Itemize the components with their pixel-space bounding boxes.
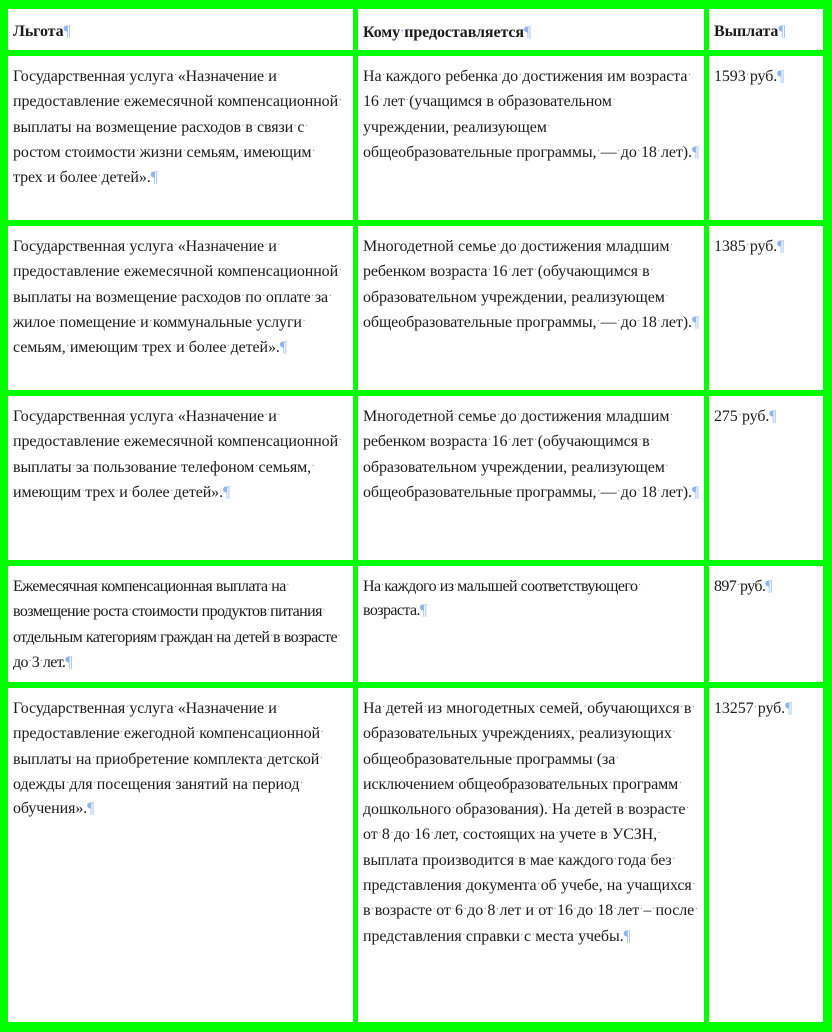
space-mark: · (120, 265, 124, 277)
space-mark: · (548, 803, 552, 815)
space-mark: · (454, 777, 458, 789)
row-2-payment-text: 1385·руб.¶ (714, 238, 785, 255)
space-mark: · (426, 265, 430, 277)
header-benefit[interactable] (8, 9, 353, 50)
header-benefit-text: Льгота¶ (13, 23, 71, 40)
paragraph-mark-icon: ¶ (691, 313, 700, 331)
space-mark: · (120, 95, 124, 107)
row-2-benefit-text: Государственная·услуга·«Назначение·и·предоставление·ежемесячной·компенсационной·выплаты·на·возмещение·расходов·по·оплате·за·жилое·помещение·и·коммунальные·услуги·семьям,·имеющим·трех·и·более·детей».¶ (13, 238, 342, 357)
space-mark: · (379, 95, 383, 107)
space-mark: · (400, 26, 404, 37)
space-mark: · (518, 70, 522, 81)
space-mark: · (149, 315, 153, 327)
space-mark: · (268, 580, 271, 591)
row-5-benefit-text: Государственная·услуга·«Назначение·и·предоставление·ежегодной·компенсационной·выплаты·на·приобретение·комплекта·детской·одежды·для·посещения·занятий·на·период·обучения».¶ (13, 700, 324, 818)
space-mark: · (226, 341, 231, 353)
space-mark: · (89, 605, 93, 617)
space-mark: · (195, 727, 199, 739)
space-mark: · (97, 171, 101, 183)
space-mark: · (228, 777, 232, 789)
space-mark: · (138, 341, 142, 353)
space-mark: · (650, 435, 654, 447)
space-mark: · (302, 315, 306, 327)
space-mark: · (657, 315, 661, 327)
space-mark: · (533, 435, 538, 447)
row-3-recipient-text: Многодетной·семье·до·достижения·младшим·ребенком·возраста·16·лет·(обучающимся·в·образовательном·учреждении,·реализующем·общеобразовательные·программы,·—·до·18·лет).¶ (363, 408, 700, 501)
space-mark: · (672, 853, 676, 865)
space-mark: · (692, 879, 696, 891)
space-mark: · (637, 145, 641, 157)
space-mark: · (380, 580, 384, 591)
space-mark: · (277, 240, 281, 251)
space-mark: · (82, 630, 86, 642)
space-mark: · (328, 290, 332, 302)
space-mark: · (453, 580, 457, 591)
space-mark: · (252, 315, 256, 327)
space-mark: · (512, 485, 516, 497)
space-mark: · (665, 460, 669, 472)
space-mark: · (617, 145, 621, 157)
row-4-benefit-cell[interactable] (8, 566, 353, 682)
space-mark: · (304, 120, 309, 132)
space-mark: · (280, 630, 284, 642)
space-mark: · (596, 145, 601, 157)
space-mark: · (638, 265, 642, 277)
space-mark: · (381, 702, 386, 713)
space-mark: · (687, 70, 692, 81)
space-mark: · (39, 655, 43, 667)
space-mark: · (241, 290, 245, 302)
header-payment[interactable] (709, 9, 823, 50)
space-mark: · (657, 145, 661, 157)
paragraph-mark-icon: ¶ (419, 602, 427, 620)
paragraph-mark-icon: ¶ (63, 23, 71, 40)
space-mark: · (370, 904, 375, 916)
space-mark: · (691, 702, 696, 713)
space-mark: · (264, 702, 268, 713)
paragraph-mark-icon: ¶ (87, 800, 95, 818)
space-mark: · (615, 752, 619, 764)
space-mark: · (554, 853, 558, 865)
row-3-payment-cell[interactable] (709, 396, 823, 560)
space-mark: · (617, 485, 621, 497)
row-1-payment-text: 1593·руб.¶ (714, 68, 785, 85)
space-mark: · (613, 904, 617, 916)
space-mark: · (189, 752, 193, 764)
space-mark: · (665, 290, 669, 302)
space-mark: · (299, 777, 304, 789)
space-mark: · (120, 435, 124, 447)
space-mark: · (311, 460, 315, 472)
space-mark: · (535, 828, 540, 840)
space-mark: · (449, 120, 453, 132)
space-mark: · (512, 752, 516, 764)
space-mark: · (72, 752, 76, 764)
row-4-recipient-text: На·каждого·из·малышей·соответствующего·возраста.¶ (363, 578, 641, 620)
row-4-recipient-cell[interactable] (358, 566, 704, 682)
space-mark: · (512, 145, 516, 157)
row-5-recipient-text: На·детей·из·многодетных·семей,·обучающихся·в·образовательных·учреждениях,·реализующих·общеобразовательные·программы·(за·исключением·общеобразовательных·программ·дошкольного·образования).·На·детей·в·возрасте·от·8·до·16·лет,·состоящих·на·учете·в·УСЗН,·выплата·производится·в·мае·каждого·года·без·представления·документа·об·учебе,·на·учащихся·в·возрасте·от·6·до·8·лет·и·от·16·до·18·лет·–·после·представления·справки·с·места·учебы.¶ (363, 700, 698, 945)
space-mark: · (496, 410, 501, 421)
space-mark: · (608, 828, 612, 840)
space-mark: · (612, 95, 616, 107)
space-mark: · (264, 70, 268, 81)
space-mark: · (517, 580, 521, 591)
space-mark: · (172, 341, 176, 353)
space-mark: · (277, 70, 281, 81)
space-mark: · (487, 435, 492, 447)
space-mark: · (596, 315, 601, 327)
space-mark: · (286, 580, 289, 591)
header-payment-text: Выплата¶ (714, 23, 786, 40)
space-mark: · (61, 145, 65, 157)
space-mark: · (462, 929, 466, 941)
space-mark: · (378, 828, 382, 840)
row-4-payment-cell[interactable] (709, 566, 823, 682)
space-mark: · (436, 580, 440, 591)
space-mark: · (454, 240, 458, 251)
header-recipient-text: Кому·предоставляется¶ (363, 24, 532, 41)
row-5-recipient-cell[interactable] (358, 688, 704, 1022)
space-mark: · (213, 95, 217, 107)
row-5-payment-text: 13257·руб.¶ (714, 700, 793, 717)
space-mark: · (338, 265, 342, 277)
space-mark: · (320, 727, 324, 739)
row-2-recipient-text: Многодетной·семье·до·достижения·младшим·ребенком·возраста·16·лет·(обучающимся·в·образовательном·учреждении,·реализующем·общеобразовательные·программы,·—·до·18·лет).¶ (363, 238, 700, 331)
space-mark: · (125, 702, 129, 713)
space-mark: · (231, 630, 234, 642)
row-1-recipient-cell[interactable] (358, 56, 704, 220)
space-mark: · (451, 904, 455, 916)
space-mark: · (547, 120, 551, 132)
space-mark: · (646, 853, 650, 865)
space-mark: · (177, 290, 181, 302)
space-mark: · (555, 828, 559, 840)
space-mark: · (531, 929, 535, 941)
space-mark: · (626, 70, 630, 81)
space-mark: · (337, 630, 341, 642)
space-mark: · (174, 240, 178, 251)
space-mark: · (567, 290, 571, 302)
row-4-benefit-text: Ежемесячная·компенсационная·выплата·на·возмещение·роста·стоимости·продуктов·питания·отдельным·категориям·граждан·на·детей·в·возрасте·до·3·лет.¶ (13, 578, 341, 671)
paragraph-mark-icon: ¶ (524, 24, 532, 41)
space-mark: · (526, 853, 530, 865)
row-1-benefit-cell[interactable] (8, 56, 353, 220)
space-mark: · (557, 879, 561, 891)
space-mark: · (120, 727, 124, 739)
space-mark: · (125, 70, 129, 81)
paragraph-mark-icon: ¶ (777, 238, 785, 255)
space-mark: · (463, 904, 467, 916)
space-mark: · (583, 702, 587, 713)
space-mark: · (338, 95, 342, 107)
space-mark: · (680, 702, 684, 713)
space-mark: · (593, 752, 597, 764)
space-mark: · (174, 702, 178, 713)
space-mark: · (746, 240, 750, 251)
row-1-recipient-text: На·каждого·ребенка·до·достижения·им·возраста·16·лет·(учащимся·в·образовательном·учреждении,·реализующем·общеобразовательные·программы,·—·до·18·лет).¶ (363, 68, 700, 161)
space-mark: · (535, 702, 539, 713)
space-mark: · (125, 410, 129, 421)
space-mark: · (65, 777, 69, 789)
row-5-benefit-cell[interactable] (8, 688, 353, 1022)
space-mark: · (89, 460, 93, 472)
space-mark: · (454, 410, 458, 421)
paragraph-mark-icon: ¶ (222, 483, 231, 501)
space-mark: · (657, 485, 661, 497)
space-mark: · (182, 145, 187, 157)
row-5-payment-cell[interactable] (709, 688, 823, 1022)
paragraph-mark-icon: ¶ (150, 169, 158, 187)
space-mark: · (669, 410, 674, 421)
space-mark: · (754, 702, 758, 713)
paragraph-mark-icon: ¶ (279, 339, 287, 357)
space-mark: · (293, 120, 297, 132)
space-mark: · (262, 290, 266, 302)
space-mark: · (55, 171, 60, 183)
paragraph-mark-icon: ¶ (765, 578, 772, 595)
space-mark: · (637, 315, 641, 327)
space-mark: · (198, 605, 202, 617)
space-mark: · (517, 240, 521, 251)
space-mark: · (746, 70, 750, 81)
row-4-payment-text: 897·руб.¶ (714, 578, 772, 595)
space-mark: · (253, 120, 257, 132)
space-mark: · (171, 777, 175, 789)
space-mark: · (410, 828, 414, 840)
space-mark: · (672, 727, 676, 739)
row-1-payment-cell[interactable] (709, 56, 823, 220)
space-mark: · (477, 290, 481, 302)
space-mark: · (174, 70, 178, 81)
space-mark: · (521, 904, 526, 916)
space-mark: · (596, 828, 600, 840)
space-mark: · (496, 240, 501, 251)
space-mark: · (319, 752, 323, 764)
space-mark: · (28, 655, 32, 667)
space-mark: · (657, 828, 661, 840)
space-mark: · (573, 904, 577, 916)
space-mark: · (381, 70, 386, 81)
space-mark: · (567, 460, 571, 472)
space-mark: · (624, 803, 628, 815)
space-mark: · (459, 828, 463, 840)
space-mark: · (418, 853, 422, 865)
space-mark: · (125, 240, 129, 251)
paragraph-mark-icon: ¶ (691, 483, 700, 501)
space-mark: · (736, 580, 740, 591)
space-mark: · (651, 904, 655, 916)
space-mark: · (212, 580, 216, 591)
space-mark: · (534, 904, 538, 916)
space-mark: · (390, 828, 394, 840)
space-mark: · (128, 605, 132, 617)
space-mark: · (622, 879, 626, 891)
space-mark: · (517, 410, 521, 421)
row-3-benefit-text: Государственная·услуга·«Назначение·и·предоставление·ежемесячной·компенсационной·выплаты·за·пользование·телефоном·семьям,·имеющим·трех·и·более·детей».¶ (13, 408, 342, 501)
space-mark: · (43, 171, 47, 183)
space-mark: · (432, 904, 436, 916)
space-mark: · (97, 580, 101, 591)
space-mark: · (575, 727, 579, 739)
space-mark: · (135, 145, 140, 157)
space-mark: · (170, 485, 174, 497)
space-mark: · (66, 341, 70, 353)
space-mark: · (311, 290, 315, 302)
space-mark: · (93, 777, 97, 789)
space-mark: · (322, 605, 326, 617)
space-mark: · (213, 265, 217, 277)
space-mark: · (91, 290, 96, 302)
space-mark: · (637, 580, 641, 591)
space-mark: · (264, 410, 268, 421)
space-mark: · (487, 265, 492, 277)
space-mark: · (593, 904, 597, 916)
space-mark: · (602, 410, 606, 421)
space-mark: · (72, 120, 76, 132)
header-recipient[interactable] (358, 9, 704, 50)
space-mark: · (637, 485, 641, 497)
space-mark: · (72, 290, 76, 302)
space-mark: · (248, 777, 252, 789)
space-mark: · (55, 315, 60, 327)
space-mark: · (507, 435, 512, 447)
space-mark: · (241, 120, 245, 132)
space-mark: · (426, 435, 430, 447)
space-mark: · (156, 630, 160, 642)
space-mark: · (81, 485, 85, 497)
space-mark: · (277, 410, 281, 421)
space-mark: · (128, 485, 132, 497)
space-mark: · (533, 265, 538, 277)
space-mark: · (477, 460, 481, 472)
space-mark: · (602, 240, 606, 251)
paragraph-mark-icon: ¶ (778, 23, 786, 40)
space-mark: · (603, 70, 607, 81)
space-mark: · (263, 752, 267, 764)
paragraph-mark-icon: ¶ (691, 143, 700, 161)
space-mark: · (507, 265, 512, 277)
space-mark: · (738, 410, 742, 421)
space-mark: · (239, 145, 243, 157)
paragraph-mark-icon: ¶ (785, 700, 793, 717)
space-mark: · (613, 853, 618, 865)
space-mark: · (650, 265, 654, 277)
space-mark: · (537, 879, 541, 891)
space-mark: · (441, 70, 445, 81)
space-mark: · (617, 315, 621, 327)
space-mark: · (512, 315, 516, 327)
space-mark: · (115, 485, 119, 497)
space-mark: · (574, 929, 578, 941)
row-2-payment-cell[interactable] (709, 226, 823, 390)
space-mark: · (91, 120, 96, 132)
space-mark: · (462, 879, 466, 891)
space-mark: · (571, 803, 575, 815)
space-mark: · (495, 904, 499, 916)
space-mark: · (213, 435, 217, 447)
space-mark: · (520, 929, 524, 941)
row-3-benefit-cell[interactable] (8, 396, 353, 560)
space-mark: · (311, 145, 316, 157)
space-mark: · (430, 828, 434, 840)
space-mark: · (514, 853, 518, 865)
space-mark: · (177, 120, 181, 132)
space-mark: · (91, 752, 96, 764)
space-mark: · (669, 240, 674, 251)
space-mark: · (177, 460, 181, 472)
space-mark: · (694, 904, 698, 916)
space-mark: · (136, 315, 140, 327)
space-mark: · (72, 460, 76, 472)
space-mark: · (423, 702, 427, 713)
space-mark: · (174, 410, 178, 421)
space-mark: · (483, 904, 487, 916)
paragraph-mark-icon: ¶ (769, 408, 777, 425)
space-mark: · (482, 95, 486, 107)
space-mark: · (608, 777, 612, 789)
space-mark: · (678, 777, 682, 789)
space-mark: · (638, 435, 642, 447)
row-2-benefit-cell[interactable] (8, 226, 353, 390)
row-2-recipient-cell[interactable] (358, 226, 704, 390)
space-mark: · (405, 95, 409, 107)
space-mark: · (478, 727, 482, 739)
space-mark: · (596, 485, 601, 497)
space-mark: · (264, 240, 268, 251)
row-1-benefit-text: Государственная·услуга·«Назначение·и·предоставление·ежемесячной·компенсационной·выплаты·на·возмещение·расходов·в·связи·с·ростом·стоимости·жизни·семьям,·имеющим·трех·и·более·детей».¶ (13, 68, 342, 187)
space-mark: · (639, 904, 643, 916)
space-mark: · (277, 702, 281, 713)
space-mark: · (451, 803, 455, 815)
paragraph-mark-icon: ¶ (777, 68, 785, 85)
row-3-recipient-cell[interactable] (358, 396, 704, 560)
space-mark: · (498, 70, 502, 81)
space-mark: · (442, 702, 446, 713)
space-mark: · (266, 605, 270, 617)
paragraph-mark-icon: ¶ (623, 927, 631, 945)
space-mark: · (603, 879, 607, 891)
space-mark: · (269, 630, 273, 642)
row-3-payment-text: 275·руб.¶ (714, 408, 777, 425)
space-mark: · (185, 341, 189, 353)
space-mark: · (212, 630, 216, 642)
space-mark: · (612, 803, 616, 815)
space-mark: · (553, 904, 557, 916)
space-mark: · (338, 435, 342, 447)
paragraph-mark-icon: ¶ (65, 653, 72, 671)
space-mark: · (254, 460, 258, 472)
space-mark: · (685, 803, 690, 815)
space-mark: · (494, 95, 498, 107)
